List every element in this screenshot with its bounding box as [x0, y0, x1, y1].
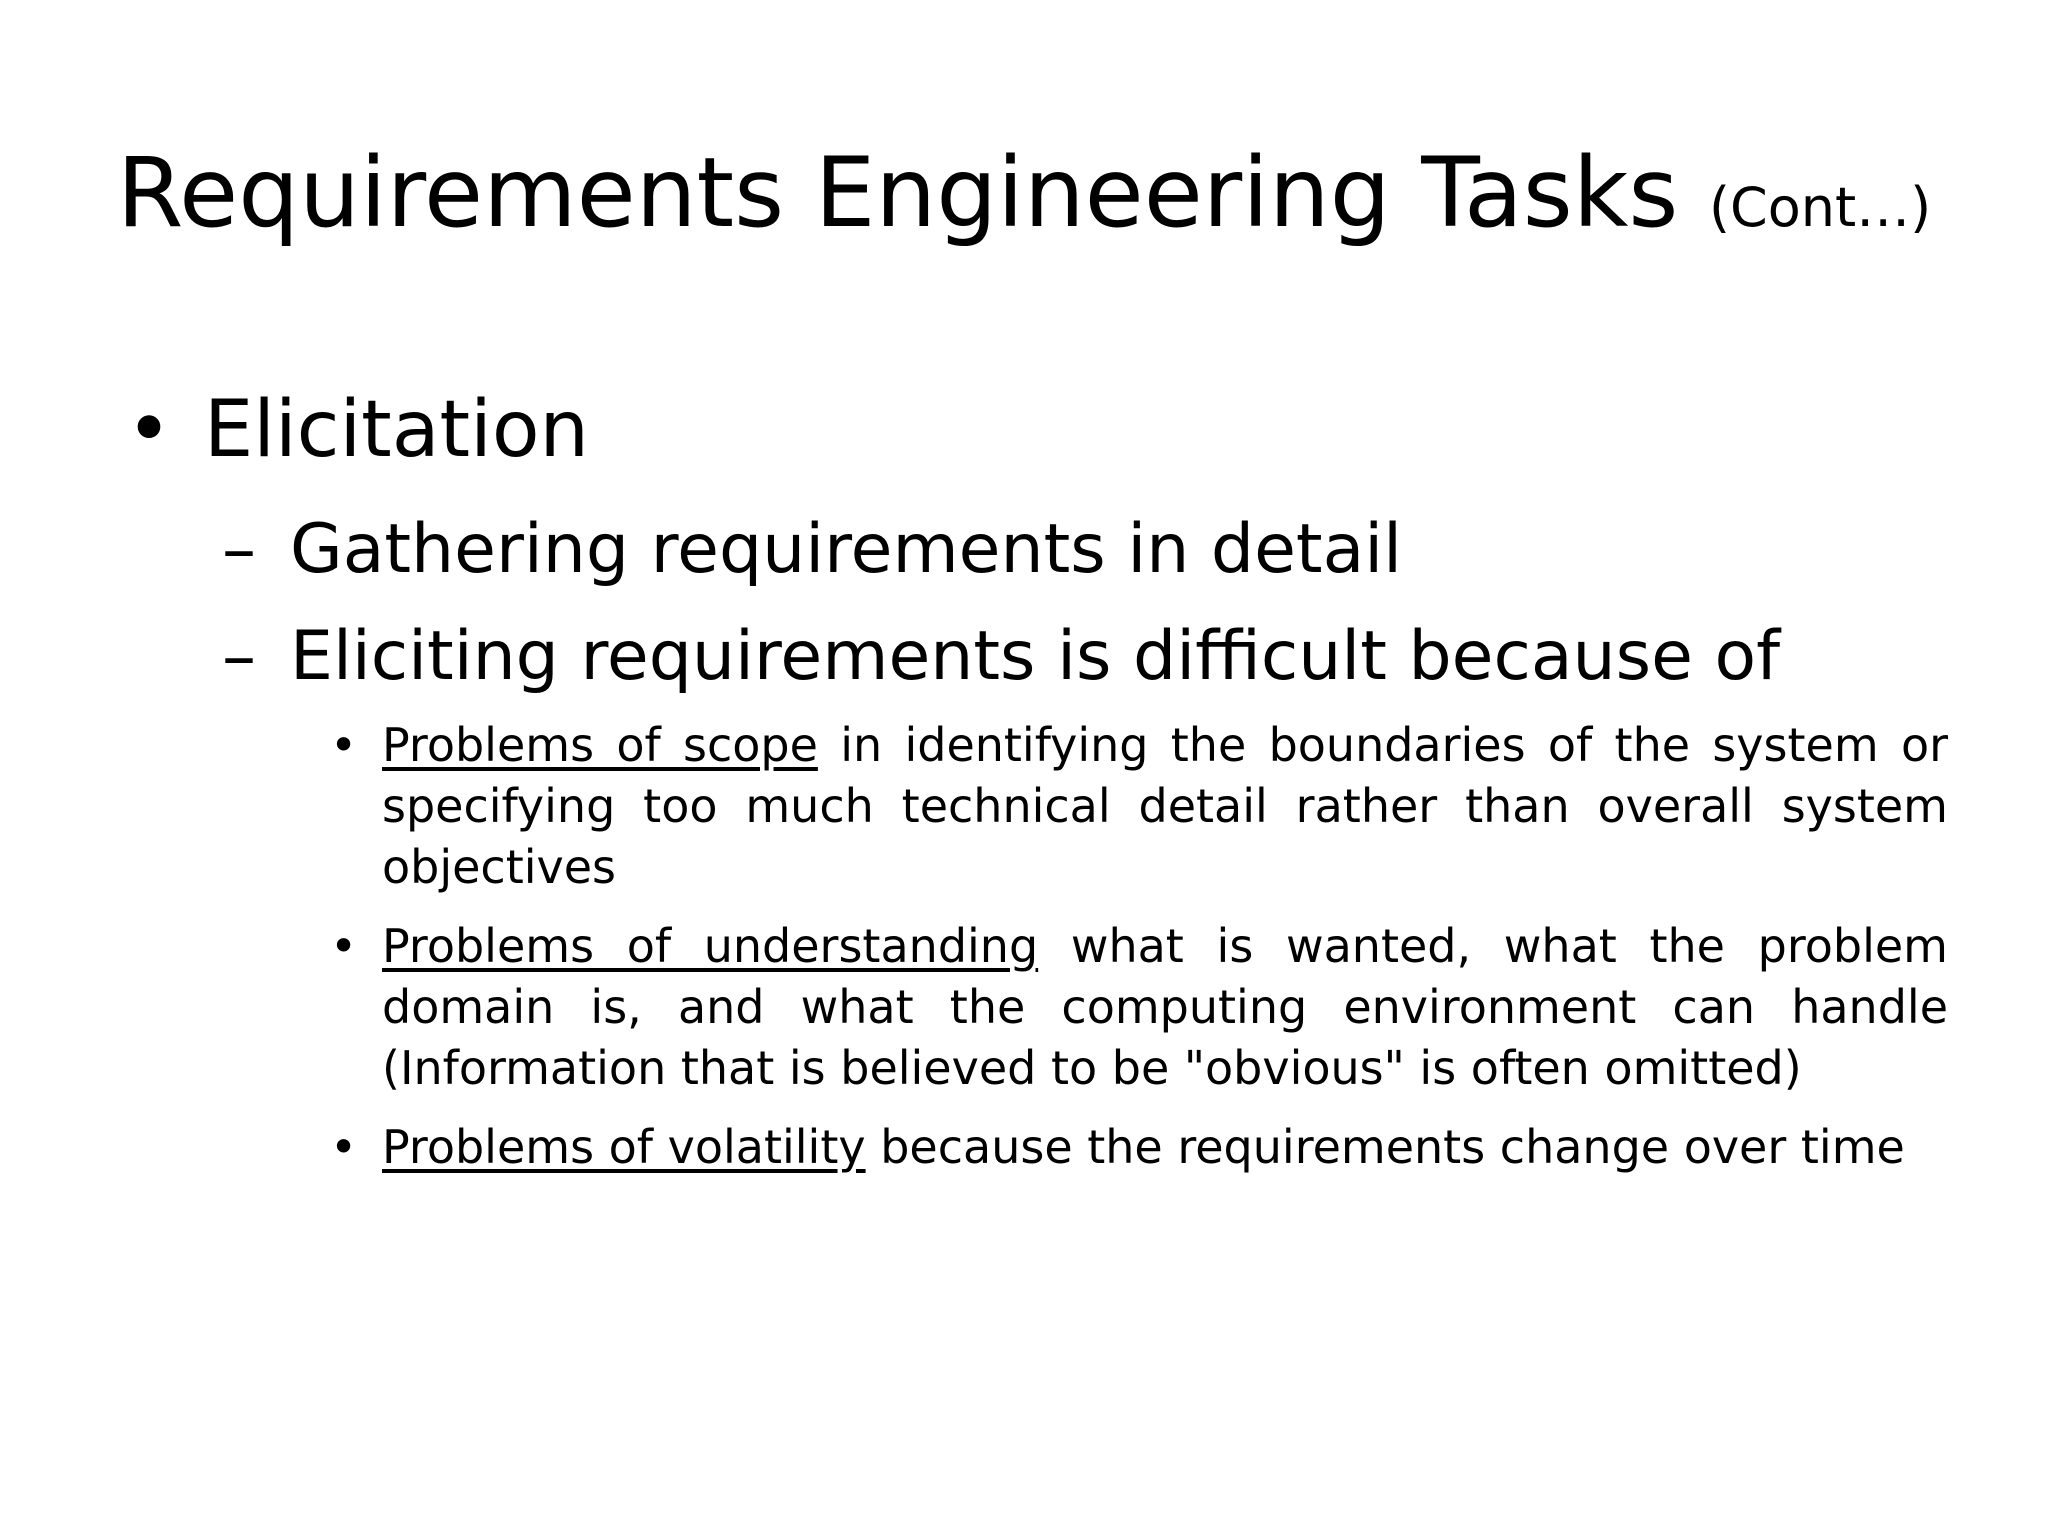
- problem-description: what is wanted, what the problem domain is, and what the computing environment can handle (Information that is believed to be "obvious" is often omitted): [382, 919, 1948, 1095]
- problem-heading: Problems of understanding: [382, 919, 1039, 973]
- problem-item-scope: [330, 715, 1948, 898]
- problem-heading: Problems of volatility: [382, 1120, 866, 1174]
- problem-description: in identifying the boundaries of the system or specifying too much technical detail rather than overall system objectives: [382, 718, 1948, 894]
- sub-point-text: Gathering requirements in detail: [290, 510, 1403, 589]
- problem-heading: Problems of scope: [382, 718, 818, 772]
- bullet-icon: •: [330, 919, 358, 973]
- title-text: Requirements Engineering Tasks: [116, 137, 1679, 249]
- sub-point-text: Eliciting requirements is difficult because of: [290, 617, 1781, 696]
- dash-icon: –: [222, 510, 256, 589]
- main-point-text: Elicitation: [204, 385, 589, 475]
- problem-item-understanding: [330, 916, 1948, 1099]
- problem-item-volatility: [330, 1117, 1948, 1178]
- problem-text: [382, 916, 1948, 1099]
- bullet-icon: •: [126, 385, 173, 475]
- sub-point-gathering: [222, 505, 1402, 595]
- problem-text: [382, 1117, 1948, 1178]
- problem-text: [382, 715, 1948, 898]
- dash-icon: –: [222, 617, 256, 696]
- bullet-elicitation: [126, 380, 589, 480]
- slide-title: [0, 128, 2048, 273]
- title-suffix: (Cont…): [1708, 176, 1932, 239]
- problem-description: because the requirements change over time: [865, 1120, 1905, 1174]
- bullet-icon: •: [330, 1120, 358, 1174]
- bullet-icon: •: [330, 718, 358, 772]
- sub-point-eliciting: [222, 612, 1780, 702]
